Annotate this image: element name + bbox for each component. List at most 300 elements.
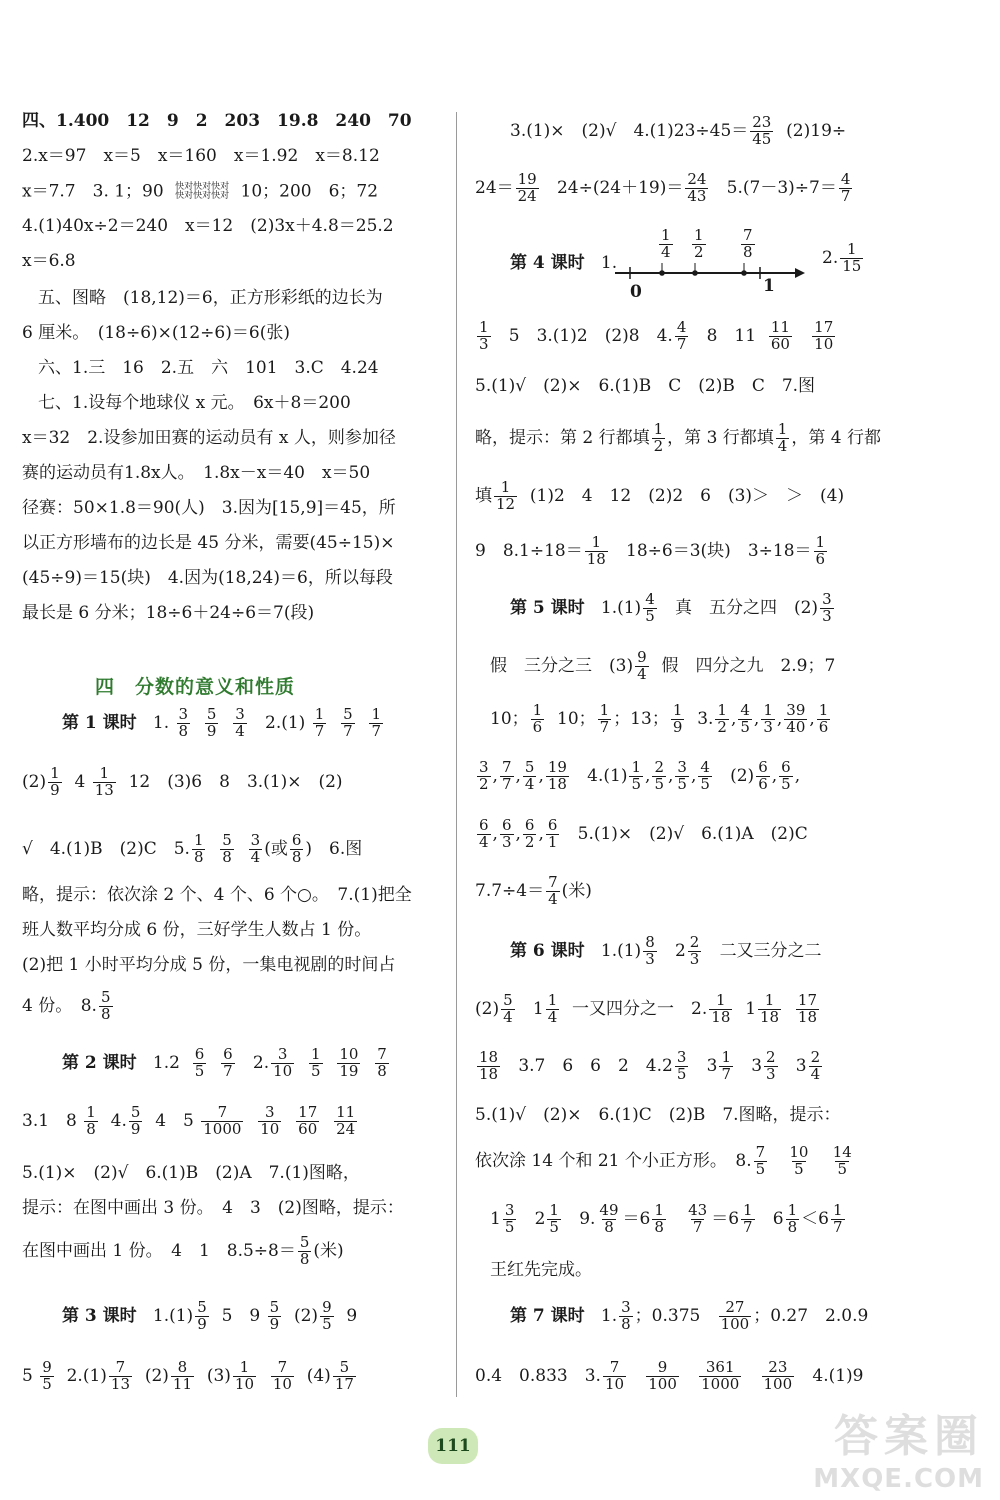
- lesson-1-line: (2)把 1 小时平均分成 5 份，一集电视剧的时间占: [22, 955, 396, 975]
- numerator: 9: [657, 1358, 668, 1376]
- page-number: 111: [428, 1428, 478, 1464]
- numerator: 6: [781, 758, 791, 776]
- denominator: 5: [631, 774, 642, 793]
- denominator: 15: [842, 256, 862, 275]
- numerator: 49: [599, 1201, 619, 1219]
- numerator: 2: [766, 1048, 776, 1066]
- answer-line: 赛的运动员有1.8x人。 1.8x－x＝40 x＝50: [22, 463, 371, 483]
- lesson-6-line: 第 6 课时 1.(1) $\frac{8}{3}$ 2 $\frac{2}{3}$ 二又三分之二: [510, 933, 822, 968]
- denominator: 18: [479, 1064, 499, 1083]
- fraction: [193, 1047, 207, 1080]
- lesson-heading: 第 5 课时: [510, 597, 585, 618]
- denominator: 60: [298, 1119, 318, 1138]
- answer-line: 6 厘米。 (18÷6)×(12÷6)＝6(张): [22, 323, 290, 343]
- denominator: 4: [547, 1007, 558, 1026]
- denominator: 5: [781, 774, 791, 793]
- numerator: 6: [758, 758, 768, 776]
- fraction: [699, 1360, 741, 1393]
- numerator: 11: [336, 1103, 356, 1121]
- denominator: 7: [692, 1217, 703, 1236]
- fraction: [814, 535, 828, 568]
- fraction: [337, 1047, 360, 1080]
- fraction: [546, 818, 560, 851]
- denominator: 2: [524, 832, 535, 851]
- denominator: 5: [322, 1314, 332, 1333]
- numerator: 1: [99, 764, 109, 782]
- numerator: 5: [343, 705, 353, 723]
- fraction: [709, 993, 732, 1026]
- answer-line: [22, 183, 378, 201]
- fraction: [787, 1145, 810, 1178]
- lesson-6-line: 1 $\frac{3}{5}$ 2 $\frac{1}{5}$ 9. $\frac{49}{8}$ ＝6 $\frac{1}{8}$ $\frac{43}{7}$ ＝6 $\frac{1}{7}$ 6 $\frac{1}{8}$ ＜6 $\frac{1}{7}$: [490, 1201, 843, 1236]
- denominator: 4: [810, 1064, 821, 1083]
- fraction: [546, 760, 569, 793]
- fraction: [313, 707, 327, 740]
- fraction: [761, 703, 775, 736]
- numerator: 2: [689, 933, 700, 951]
- mixed-number: 2 $\frac{2}{3}$: [674, 933, 700, 968]
- watermark: [813, 1400, 984, 1494]
- denominator: 45: [752, 129, 772, 148]
- fraction: [93, 766, 116, 799]
- fraction: [271, 1360, 294, 1393]
- denominator: 8: [193, 847, 204, 866]
- denominator: 4: [235, 721, 245, 740]
- fraction: [523, 818, 537, 851]
- answer-line: (45÷9)＝15(块) 4.因为(18,24)＝6，所以每段: [22, 568, 393, 588]
- lesson-1-line: 第 1 课时 1. $\frac{3}{8}$ $\frac{5}{9}$ $\frac{3}{4}$ 2.(1) $\frac{1}{7}$ $\frac{5}{7}$ $\frac{1}{7}$: [62, 705, 381, 740]
- lesson-6-line: 依次涂 14 个和 21 个小正方形。 8. $\frac{7}{5}$ $\frac{10}{5}$ $\frac{14}{5}$: [475, 1143, 852, 1178]
- mixed-number: 2 $\frac{1}{5}$: [534, 1201, 559, 1236]
- denominator: 17: [334, 1374, 354, 1393]
- numerator: 7: [377, 1045, 387, 1063]
- denominator: 8: [743, 242, 753, 261]
- answer-line: [22, 113, 412, 130]
- numerator: 1: [631, 758, 642, 776]
- fraction: [290, 833, 304, 866]
- fraction: [652, 422, 666, 455]
- lesson-7-line: 第 7 课时 1. $\frac{3}{8}$ ；0.375 $\frac{27}{100}$ ；0.27 2.0.9: [510, 1298, 869, 1333]
- numerator: 5: [299, 1233, 310, 1251]
- denominator: 9: [672, 717, 683, 736]
- lesson-6-line: $\frac{18}{18}$ 3.7 6 6 2 4.2 $\frac{3}{5}$ 3 $\frac{1}{7}$ 3 $\frac{2}{3}$ 3 $\frac{2}{4}$: [475, 1050, 824, 1083]
- fraction: [296, 1105, 319, 1138]
- denominator: 5: [194, 1061, 205, 1080]
- fraction: [817, 703, 831, 736]
- fraction: [671, 703, 685, 736]
- denominator: 5: [676, 1064, 687, 1083]
- numerator: 6: [501, 816, 512, 834]
- lesson-5-line: 7.7÷4＝ $\frac{7}{4}$ (米): [475, 873, 592, 908]
- denominator: 6: [758, 774, 768, 793]
- fraction: [523, 760, 537, 793]
- numerator: 1: [717, 701, 727, 719]
- fraction: [375, 1047, 389, 1080]
- denominator: 8: [621, 1314, 631, 1333]
- fraction: [598, 703, 612, 736]
- lesson-6-line: 5.(1)√ (2)× 6.(1)C (2)B 7.图略，提示：: [475, 1105, 841, 1125]
- answer-line: 径赛：50×1.8＝90(人) 3.因为[15,9]＝45，所: [22, 498, 396, 518]
- denominator: 5: [677, 774, 687, 793]
- denominator: 12: [496, 494, 516, 513]
- denominator: 13: [94, 780, 114, 799]
- fraction: [477, 320, 491, 353]
- fraction: [741, 228, 755, 261]
- numerator: 5: [222, 831, 232, 849]
- fraction: [249, 833, 263, 866]
- fraction: [715, 703, 729, 736]
- denominator: 7: [599, 717, 610, 736]
- denominator: 5: [837, 1159, 847, 1178]
- denominator: 3: [645, 949, 655, 968]
- fraction: [652, 760, 666, 793]
- numerator: 6: [524, 816, 535, 834]
- numerator: 7: [277, 1358, 288, 1376]
- denominator: 5: [504, 1217, 515, 1236]
- numerator: 9: [42, 1358, 52, 1376]
- fraction: [831, 1203, 845, 1236]
- fraction: [268, 1300, 282, 1333]
- fraction: [754, 1145, 768, 1178]
- fraction: [516, 172, 539, 205]
- numerator: 10: [339, 1045, 359, 1063]
- fraction: [762, 1360, 795, 1393]
- numerator: 2: [810, 1048, 821, 1066]
- fraction: [820, 592, 834, 625]
- numerator: 5: [100, 988, 111, 1006]
- denominator: 9: [197, 1314, 207, 1333]
- numerator: 3: [504, 1201, 515, 1219]
- answer-line: x＝32 2.设参加田赛的运动员有 x 人，则参加径: [22, 428, 396, 448]
- denominator: 2: [717, 717, 727, 736]
- denominator: 3: [763, 717, 773, 736]
- numerator: 9: [637, 648, 647, 666]
- denominator: 4: [503, 1007, 513, 1026]
- fraction: [685, 172, 708, 205]
- lesson-heading: 第 6 课时: [510, 940, 585, 961]
- number-line-label: [657, 228, 675, 261]
- lesson-4-line: $\frac{1}{3}$ 5 3.(1)2 (2)8 4. $\frac{4}{7}$ 8 11 $\frac{11}{60}$ $\frac{17}{10}$: [479, 318, 834, 353]
- numerator: 4: [645, 590, 655, 608]
- numerator: 3: [235, 705, 245, 723]
- fraction: [369, 707, 383, 740]
- fraction: [796, 993, 819, 1026]
- fraction: [84, 1105, 98, 1138]
- denominator: 18: [797, 1007, 818, 1026]
- numerator: 3: [677, 758, 687, 776]
- numerator: 6: [547, 816, 558, 834]
- denominator: 4: [548, 889, 558, 908]
- answer-line: 3.(1)× (2)√ 4.(1)23÷45＝ $\frac{23}{45}$ (2)19÷: [510, 113, 847, 148]
- numerator: 27: [725, 1298, 745, 1316]
- mixed-number: 1 $\frac{1}{18}$: [745, 991, 780, 1026]
- answer-text: x＝7.7 3. 1；90: [22, 181, 164, 202]
- fraction: [812, 320, 835, 353]
- denominator: 6: [815, 549, 826, 568]
- numerator: 1: [479, 318, 489, 336]
- lesson-3-line: 5 $\frac{9}{5}$ 2.(1) $\frac{7}{13}$ (2) $\frac{8}{11}$ (3) $\frac{1}{10}$ $\frac{7}{10}$ (4) $\frac{5}{17}$: [22, 1358, 354, 1393]
- fraction: [635, 650, 649, 683]
- denominator: 2: [479, 774, 489, 793]
- numerator: 43: [688, 1201, 708, 1219]
- overlay-note: 快对快对快对 快对快对快对: [175, 182, 230, 201]
- lesson-4-line: 2. $\frac{1}{15}$: [822, 240, 862, 275]
- answer-line: 七、1.设每个地球仪 x 元。 6x＋8＝200: [38, 393, 351, 413]
- denominator: 7: [833, 1217, 843, 1236]
- denominator: 5: [654, 774, 664, 793]
- fraction: [619, 1300, 633, 1333]
- denominator: 3: [766, 1064, 776, 1083]
- fraction: [784, 703, 807, 736]
- numerator: 1: [311, 1045, 321, 1063]
- numerator: 3: [822, 590, 832, 608]
- numerator: 3: [479, 758, 489, 776]
- lesson-2-line: 提示：在图中画出 3 份。 4 3 (2)图略，提示：: [22, 1198, 404, 1218]
- numerator: 7: [501, 758, 512, 776]
- fraction: [698, 760, 712, 793]
- fraction: [603, 1360, 626, 1393]
- denominator: 5: [740, 717, 750, 736]
- numerator: 39: [786, 701, 806, 719]
- fraction: [233, 707, 247, 740]
- numerator: 1: [653, 420, 664, 438]
- denominator: 4: [479, 832, 489, 851]
- fraction: [738, 703, 752, 736]
- numerator: 361: [705, 1358, 735, 1376]
- numerator: 5: [206, 705, 217, 723]
- numerator: 1: [500, 478, 511, 496]
- numerator: 3: [250, 831, 261, 849]
- denominator: 5: [794, 1159, 804, 1178]
- fraction: [756, 760, 770, 793]
- numerator: 1: [787, 1201, 798, 1219]
- numerator: 5: [503, 991, 513, 1009]
- fraction: [585, 535, 608, 568]
- fraction: [333, 1360, 356, 1393]
- numerator: 2: [654, 758, 664, 776]
- lesson-2-line: 5.(1)× (2)√ 6.(1)B (2)A 7.(1)图略，: [22, 1163, 360, 1183]
- fraction: [786, 1203, 800, 1236]
- denominator: 1000: [203, 1119, 242, 1138]
- denominator: 4: [524, 774, 535, 793]
- numerator: 1: [815, 533, 826, 551]
- fraction: [271, 1047, 294, 1080]
- fraction: [477, 1050, 500, 1083]
- fraction: [776, 422, 790, 455]
- numerator: 7: [217, 1103, 228, 1121]
- numerator: 8: [645, 933, 655, 951]
- answer-text: 2.x＝97 x＝5 x＝160 x＝1.92 x＝8.12: [22, 146, 380, 166]
- denominator: 4: [777, 436, 788, 455]
- denominator: 9: [269, 1314, 280, 1333]
- fraction: [320, 1300, 334, 1333]
- numerator: 23: [752, 113, 772, 131]
- fraction: [686, 1203, 709, 1236]
- denominator: 5: [42, 1374, 52, 1393]
- number-line: [615, 233, 815, 296]
- denominator: 6: [818, 717, 829, 736]
- fraction: [477, 760, 491, 793]
- numerator: 4: [840, 170, 851, 188]
- fraction: [719, 1300, 752, 1333]
- denominator: 7: [676, 334, 687, 353]
- numerator: 17: [298, 1103, 318, 1121]
- numerator: 1: [763, 701, 773, 719]
- denominator: 18: [586, 549, 606, 568]
- fraction: [629, 760, 643, 793]
- fraction: [675, 320, 689, 353]
- lesson-5-line: $\frac{6}{4}$ , $\frac{6}{3}$ , $\frac{6}{2}$ , $\frac{6}{1}$ 5.(1)× (2)√ 6.(1)A (2)C: [479, 816, 808, 851]
- numerator: 5: [524, 758, 535, 776]
- denominator: 3: [822, 606, 832, 625]
- lesson-1-line: 4 份。 8. $\frac{5}{8}$: [22, 988, 111, 1023]
- fraction: [652, 1203, 666, 1236]
- denominator: 5: [645, 606, 655, 625]
- watermark-logo-text: 答案圈: [834, 1411, 984, 1462]
- lesson-2-line: 在图中画出 1 份。 4 1 8.5÷8＝ $\frac{5}{8}$ (米): [22, 1233, 344, 1268]
- fraction: [741, 1203, 755, 1236]
- denominator: 18: [547, 774, 567, 793]
- fraction: [675, 760, 689, 793]
- denominator: 5: [700, 774, 710, 793]
- numerator: 1: [50, 764, 60, 782]
- numerator: 3: [265, 1103, 275, 1121]
- numerator: 1: [847, 240, 857, 258]
- numerator: 5: [269, 1298, 280, 1316]
- denominator: 7: [743, 1217, 753, 1236]
- fraction: [769, 320, 792, 353]
- lesson-heading: 第 7 课时: [510, 1305, 585, 1326]
- numerator: 9: [322, 1298, 332, 1316]
- fraction: [298, 1235, 312, 1268]
- fraction: [500, 818, 514, 851]
- numerator: 5: [130, 1103, 141, 1121]
- denominator: 8: [100, 1004, 111, 1023]
- lesson-5-line: 第 5 课时 1.(1) $\frac{4}{5}$ 真 五分之四 (2) $\frac{3}{3}$: [510, 590, 832, 625]
- denominator: 10: [273, 1061, 293, 1080]
- numerator: 6: [291, 831, 302, 849]
- fraction: [205, 707, 219, 740]
- numerator: 1: [599, 701, 610, 719]
- numerator: 14: [832, 1143, 852, 1161]
- denominator: 10: [272, 1374, 292, 1393]
- fraction: [477, 818, 491, 851]
- watermark-url: MXQE.COM: [813, 1464, 984, 1494]
- numerator: 4: [700, 758, 710, 776]
- fraction: [221, 1047, 235, 1080]
- numerator: 1: [672, 701, 683, 719]
- denominator: 43: [687, 186, 707, 205]
- numerator: 18: [479, 1048, 499, 1066]
- numerator: 7: [743, 226, 753, 244]
- denominator: 2: [694, 242, 704, 261]
- lesson-heading: 第 1 课时: [62, 712, 137, 733]
- denominator: 100: [720, 1314, 750, 1333]
- denominator: 9: [50, 780, 60, 799]
- numerator: 1: [654, 1201, 664, 1219]
- numerator: 19: [547, 758, 567, 776]
- lesson-4-line: 第 4 课时 1.: [510, 253, 618, 273]
- lesson-1-line: 班人数平均分成 6 份，三好学生人数占 1 份。: [22, 920, 372, 940]
- fraction: [258, 1105, 281, 1138]
- fraction: [129, 1105, 143, 1138]
- denominator: 24: [517, 186, 537, 205]
- lesson-heading: 第 2 课时: [62, 1052, 137, 1073]
- denominator: 100: [763, 1374, 793, 1393]
- numerator: 11: [770, 318, 790, 336]
- mixed-number: 3 $\frac{2}{4}$: [795, 1048, 821, 1083]
- fraction: [839, 172, 853, 205]
- numerator: 6: [479, 816, 489, 834]
- fraction: [692, 228, 706, 261]
- numerator: 17: [797, 991, 818, 1009]
- denominator: 7: [721, 1064, 731, 1083]
- numerator: 19: [517, 170, 537, 188]
- denominator: 8: [604, 1217, 614, 1236]
- denominator: 7: [343, 721, 353, 740]
- fraction: [501, 993, 515, 1026]
- fraction: [309, 1047, 323, 1080]
- denominator: 8: [299, 1249, 310, 1268]
- numerator: 1: [721, 1048, 731, 1066]
- lesson-4-line: 略，提示：第 2 行都填 $\frac{1}{2}$ ，第 3 行都填 $\frac{1}{4}$ ，第 4 行都: [475, 420, 881, 455]
- denominator: 4: [661, 242, 671, 261]
- lesson-5-line: 10； $\frac{1}{6}$ 10； $\frac{1}{7}$ ；13； $\frac{1}{9}$ 3. $\frac{1}{2}$ , $\frac{4}{5}$ , $\frac{1}{3}$ , $\frac{39}{40}$ , $\frac{1}{6}$: [490, 701, 829, 736]
- fraction: [546, 875, 560, 908]
- numerator: 1: [532, 701, 543, 719]
- numerator: 5: [197, 1298, 207, 1316]
- answer-line: 五、图略 (18,12)＝6，正方形彩纸的边长为: [38, 288, 383, 308]
- numerator: 1: [547, 991, 558, 1009]
- fraction: [500, 760, 514, 793]
- denominator: 18: [760, 1007, 780, 1026]
- numerator: 1: [777, 420, 788, 438]
- numerator: 1: [694, 226, 704, 244]
- numerator: 1: [764, 991, 775, 1009]
- mixed-number: 3 $\frac{2}{3}$: [751, 1048, 776, 1083]
- denominator: 7: [223, 1061, 233, 1080]
- fraction: [675, 1050, 689, 1083]
- fraction: [109, 1360, 132, 1393]
- denominator: 7: [501, 774, 512, 793]
- numerator: 1: [661, 226, 671, 244]
- numerator: 7: [548, 873, 558, 891]
- answer-line: 以正方形墙布的边长是 45 分米，需要(45÷15)×: [22, 533, 395, 553]
- denominator: 7: [840, 186, 851, 205]
- number-line-one: 1: [763, 276, 775, 296]
- answer-line: x＝6.8: [22, 251, 76, 271]
- numerator: 6: [194, 1045, 205, 1063]
- lesson-2-line: 3.1 8 $\frac{1}{8}$ 4. $\frac{5}{9}$ 4 5 $\frac{7}{1000}$ $\frac{3}{10}$ $\frac{17}{60}$ $\frac{11}{24}$: [22, 1103, 356, 1138]
- denominator: 9: [130, 1119, 141, 1138]
- denominator: 1000: [701, 1374, 740, 1393]
- numerator: 1: [743, 1201, 753, 1219]
- denominator: 24: [336, 1119, 356, 1138]
- numerator: 1: [193, 831, 204, 849]
- numerator: 1: [314, 705, 325, 723]
- numerator: 1: [591, 533, 602, 551]
- section-title: 四 分数的意义和性质: [95, 676, 296, 698]
- numerator: 3: [178, 705, 189, 723]
- lesson-heading: 第 3 课时: [62, 1305, 137, 1326]
- answer-text: 四、1.400 12 9 2 203 19.8 240 70: [22, 111, 412, 131]
- denominator: 100: [648, 1374, 677, 1393]
- numerator: 4: [676, 318, 687, 336]
- fraction: [341, 707, 355, 740]
- denominator: 2: [653, 436, 664, 455]
- answer-line: 六、1.三 16 2.五 六 101 3.C 4.24: [38, 358, 379, 378]
- lesson-6-line: 王红先完成。: [490, 1260, 592, 1280]
